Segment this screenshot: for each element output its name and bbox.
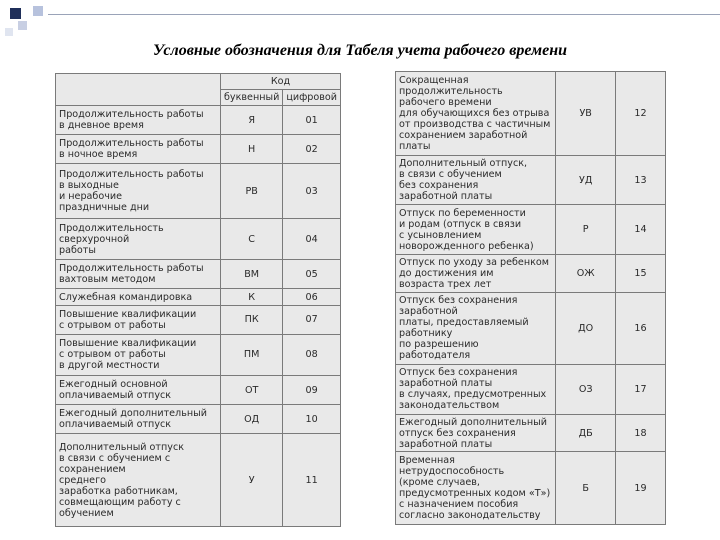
row-digit-code: 07	[283, 305, 341, 334]
table-header-row	[56, 74, 341, 90]
row-description: Повышение квалификации с отрывом от работы в другой местности	[56, 334, 221, 376]
row-letter-code: Я	[221, 106, 283, 135]
row-digit-code: 09	[283, 376, 341, 405]
row-digit-code: 04	[283, 218, 341, 260]
row-digit-code: 15	[616, 254, 666, 292]
row-letter-code: ОД	[221, 405, 283, 434]
row-digit-code: 06	[283, 289, 341, 305]
right-codes-table	[395, 71, 666, 525]
row-digit-code: 08	[283, 334, 341, 376]
decor-square	[33, 6, 43, 16]
table-row	[396, 414, 666, 452]
corner-decoration	[0, 0, 60, 40]
table-row	[56, 334, 341, 376]
row-digit-code: 01	[283, 106, 341, 135]
row-letter-code: ДБ	[556, 414, 616, 452]
left-codes-table	[55, 73, 341, 527]
row-letter-code: ПК	[221, 305, 283, 334]
row-description: Продолжительность работы в дневное время	[56, 106, 221, 135]
table-row	[56, 164, 341, 218]
header-code: Код	[221, 74, 341, 90]
header-empty-cell	[56, 74, 221, 106]
row-letter-code: УД	[556, 156, 616, 205]
header-letter: буквенный	[221, 90, 283, 106]
row-letter-code: У	[221, 434, 283, 527]
row-letter-code: ДО	[556, 292, 616, 365]
row-description: Служебная командировка	[56, 289, 221, 305]
row-digit-code: 05	[283, 260, 341, 289]
row-description: Продолжительность работы вахтовым методом	[56, 260, 221, 289]
row-digit-code: 17	[616, 365, 666, 414]
table-row	[396, 452, 666, 525]
row-letter-code: ОТ	[221, 376, 283, 405]
row-digit-code: 16	[616, 292, 666, 365]
decor-square	[10, 8, 21, 19]
table-row	[396, 72, 666, 156]
table-row	[56, 305, 341, 334]
decor-square	[5, 28, 13, 36]
table-row	[396, 254, 666, 292]
header-digit: цифровой	[283, 90, 341, 106]
row-letter-code: ОЖ	[556, 254, 616, 292]
row-description: Временная нетрудоспособность (кроме случаев, предусмотренных кодом «Т») с назначением пособия согласно законодательству	[396, 452, 556, 525]
row-description: Отпуск без сохранения заработной платы, предоставляемый работнику по разрешению работодателя	[396, 292, 556, 365]
row-digit-code: 13	[616, 156, 666, 205]
table-row	[56, 289, 341, 305]
row-letter-code: С	[221, 218, 283, 260]
row-description: Ежегодный дополнительный оплачиваемый отпуск	[56, 405, 221, 434]
decor-square	[18, 21, 27, 30]
row-letter-code: ОЗ	[556, 365, 616, 414]
row-letter-code: ПМ	[221, 334, 283, 376]
row-description: Дополнительный отпуск в связи с обучением с сохранением среднего заработка работникам, совмещающим работу с обучением	[56, 434, 221, 527]
row-description: Отпуск по беременности и родам (отпуск в связи с усыновлением новорожденного ребенка)	[396, 205, 556, 254]
page-title: Условные обозначения для Табеля учета рабочего времени	[153, 42, 567, 59]
row-digit-code: 14	[616, 205, 666, 254]
row-description: Повышение квалификации с отрывом от работы	[56, 305, 221, 334]
row-letter-code: Н	[221, 135, 283, 164]
row-description: Отпуск без сохранения заработной платы в случаях, предусмотренных законодательством	[396, 365, 556, 414]
table-row	[396, 156, 666, 205]
row-description: Ежегодный дополнительный отпуск без сохранения заработной платы	[396, 414, 556, 452]
row-digit-code: 02	[283, 135, 341, 164]
row-digit-code: 03	[283, 164, 341, 218]
row-description: Продолжительность работы в выходные и нерабочие праздничные дни	[56, 164, 221, 218]
row-description: Ежегодный основной оплачиваемый отпуск	[56, 376, 221, 405]
top-divider	[48, 14, 720, 15]
row-description: Продолжительность работы в ночное время	[56, 135, 221, 164]
row-digit-code: 11	[283, 434, 341, 527]
row-digit-code: 10	[283, 405, 341, 434]
row-letter-code: К	[221, 289, 283, 305]
table-row	[56, 434, 341, 527]
table-row	[56, 260, 341, 289]
table-row	[56, 405, 341, 434]
row-digit-code: 12	[616, 72, 666, 156]
row-digit-code: 18	[616, 414, 666, 452]
row-description: Отпуск по уходу за ребенком до достижения им возраста трех лет	[396, 254, 556, 292]
row-digit-code: 19	[616, 452, 666, 525]
table-row	[56, 106, 341, 135]
row-description: Сокращенная продолжительность рабочего времени для обучающихся без отрыва от производства с частичным сохранением заработной платы	[396, 72, 556, 156]
table-row	[56, 135, 341, 164]
table-row	[396, 205, 666, 254]
table-row	[396, 292, 666, 365]
row-letter-code: ВМ	[221, 260, 283, 289]
row-letter-code: УВ	[556, 72, 616, 156]
row-letter-code: Б	[556, 452, 616, 525]
row-description: Дополнительный отпуск, в связи с обучением без сохранения заработной платы	[396, 156, 556, 205]
table-row	[56, 218, 341, 260]
table-row	[396, 365, 666, 414]
row-description: Продолжительность сверхурочной работы	[56, 218, 221, 260]
table-row	[56, 376, 341, 405]
row-letter-code: Р	[556, 205, 616, 254]
row-letter-code: РВ	[221, 164, 283, 218]
